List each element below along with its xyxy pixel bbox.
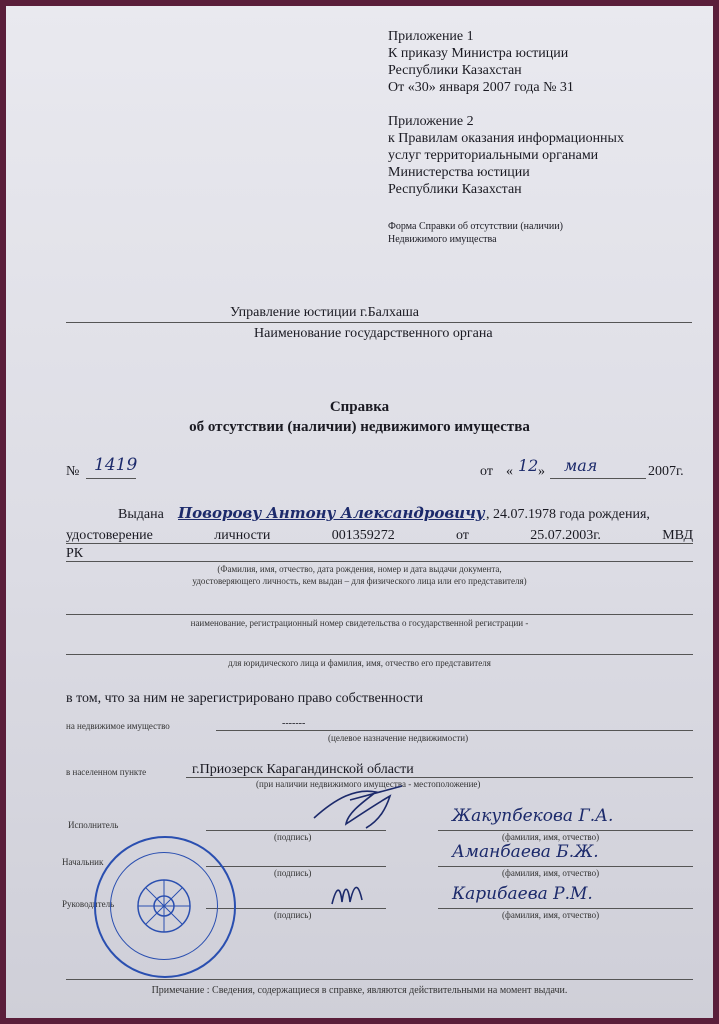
chief-sign-caption: (подпись) — [274, 910, 312, 920]
appendix-1-block — [388, 28, 688, 96]
id-w4: от — [455, 528, 469, 543]
organ-underline — [66, 322, 692, 323]
id-w1: удостоверение — [66, 528, 153, 543]
caption-entity-2: для юридического лица и фамилия, имя, отчество его представителя — [228, 658, 491, 668]
chief-name: Карибаева Р.М. — [452, 884, 593, 904]
head-sign-line — [206, 866, 386, 867]
doc-title: Справка — [329, 399, 390, 415]
appendix-2-line2: к Правилам оказания информационных — [388, 131, 624, 146]
head-name: Аманбаева Б.Ж. — [452, 842, 599, 862]
footer-note: Примечание : Сведения, содержащиеся в справке, являются действительными на момент выдачи. — [151, 985, 568, 996]
property-caption: (целевое назначение недвижимости) — [328, 733, 469, 743]
chief-name-line — [438, 908, 693, 909]
document-page — [6, 6, 713, 1018]
date-month-underline — [550, 478, 646, 479]
head-name-line — [438, 866, 693, 867]
head-sign-caption: (подпись) — [274, 868, 312, 878]
executor-signature — [306, 778, 416, 838]
form-name-line2: Недвижимого имущества — [388, 234, 497, 245]
rk-underline — [66, 561, 693, 562]
appendix-2-line4: Министерства юстиции — [388, 165, 530, 180]
statement: в том, что за ним не зарегистрировано право собственности — [66, 691, 424, 706]
executor-sign-caption: (подпись) — [274, 832, 312, 842]
appendix-2-line5: Республики Казахстан — [388, 182, 522, 197]
head-label: Начальник — [62, 857, 104, 867]
head-name-caption: (фамилия, имя, отчество) — [502, 868, 600, 878]
executor-name-line — [438, 830, 693, 831]
footer-line — [66, 979, 693, 980]
executor-label: Исполнитель — [68, 820, 119, 830]
date-day: 12 — [518, 456, 539, 475]
date-month: мая — [564, 456, 598, 475]
property-value: ------- — [282, 718, 306, 729]
form-name-line1: Форма Справки об отсутствии (наличии) — [388, 221, 563, 232]
executor-name-caption: (фамилия, имя, отчество) — [502, 832, 600, 842]
id-underline — [66, 543, 693, 544]
chief-name-caption: (фамилия, имя, отчество) — [502, 910, 600, 920]
appendix-1-line3: Республики Казахстан — [388, 63, 522, 78]
caption-person-2: удостоверяющего личность, кем выдан – для физического лица или его представителя) — [192, 576, 527, 586]
doc-subtitle: об отсутствии (наличии) недвижимого имущества — [189, 419, 530, 435]
issued-name: Поворову Антону Александровичу — [178, 504, 485, 522]
chief-label: Руководитель — [62, 899, 115, 909]
appendix-2-block — [388, 113, 708, 198]
appendix-1-line2: К приказу Министра юстиции — [388, 46, 569, 61]
property-label: на недвижимое имущество — [66, 721, 170, 731]
locality-underline — [186, 777, 693, 778]
executor-name: Жакупбекова Г.А. — [452, 806, 614, 826]
caption-entity-1: наименование, регистрационный номер свидетельства о государственной регистрации - — [190, 618, 529, 628]
id-w2: личности — [214, 528, 271, 543]
id-w6: МВД — [662, 528, 693, 543]
date-open-quote: « — [506, 464, 513, 479]
date-year: 2007г. — [648, 464, 684, 479]
organ-name: Управление юстиции г.Балхаша — [230, 305, 420, 320]
organ-caption: Наименование государственного органа — [254, 326, 493, 341]
seal-emblem-icon — [134, 876, 194, 936]
caption-person-1: (Фамилия, имя, отчество, дата рождения, номер и дата выдачи документа, — [217, 564, 502, 574]
appendix-2-line1: Приложение 2 — [388, 114, 474, 129]
issued-label: Выдана — [118, 507, 164, 522]
blank-line-1 — [66, 614, 693, 615]
form-name-block — [388, 220, 688, 246]
locality-label: в населенном пункте — [66, 767, 147, 777]
number-underline — [86, 478, 136, 479]
issued-birth: , 24.07.1978 года рождения, — [486, 507, 650, 522]
chief-signature — [328, 878, 368, 912]
date-prefix: от — [480, 464, 493, 479]
id-w5: 25.07.2003г. — [530, 528, 601, 543]
blank-line-2 — [66, 654, 693, 655]
property-underline — [216, 730, 693, 731]
appendix-1-line1: Приложение 1 — [388, 29, 474, 44]
date-close-quote: » — [538, 464, 545, 479]
appendix-1-line4: От «30» января 2007 года № 31 — [388, 80, 574, 95]
number-label: № — [66, 464, 80, 479]
id-w3: 001359272 — [331, 528, 395, 543]
locality-value: г.Приозерск Карагандинской области — [192, 762, 414, 777]
number-value: 1419 — [94, 455, 138, 475]
issued-rk: РК — [66, 546, 84, 561]
issued-id-line — [66, 527, 693, 544]
appendix-2-line3: услуг территориальными органами — [388, 148, 599, 163]
official-seal — [94, 836, 236, 978]
locality-caption: (при наличии недвижимого имущества - местоположение) — [256, 779, 481, 789]
